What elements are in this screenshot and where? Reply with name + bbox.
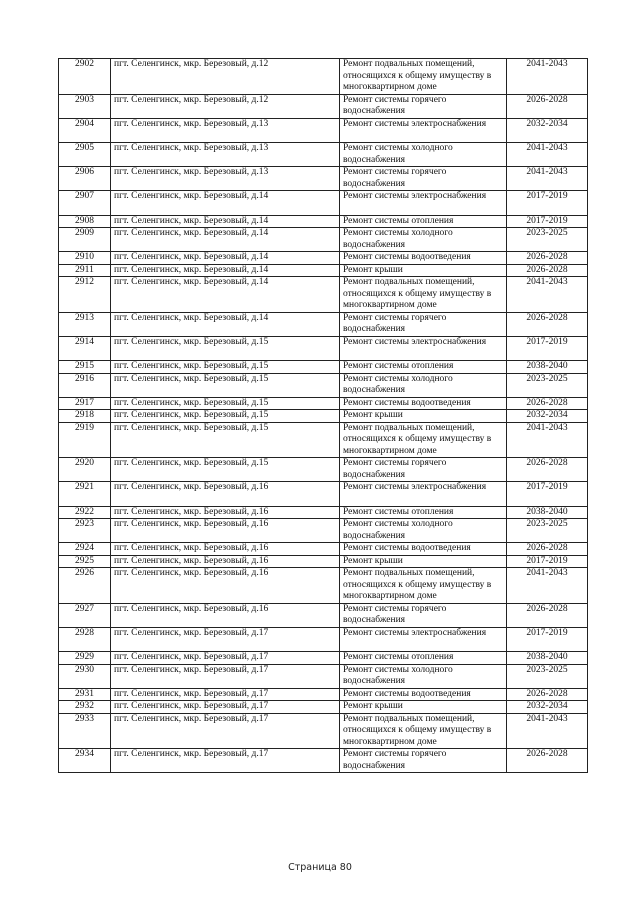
period-cell: 2026-2028	[507, 312, 588, 336]
table-row	[59, 361, 588, 374]
table-row	[59, 228, 588, 252]
work-type-cell: Ремонт системы электроснабжения	[340, 118, 507, 143]
address-cell: пгт. Селенгинск, мкр. Березовый, д.16	[111, 506, 340, 519]
table-row	[59, 191, 588, 216]
row-number-cell: 2922	[59, 506, 111, 519]
address-cell: пгт. Селенгинск, мкр. Березовый, д.14	[111, 191, 340, 216]
address-cell: пгт. Селенгинск, мкр. Березовый, д.14	[111, 252, 340, 265]
period-cell: 2038-2040	[507, 506, 588, 519]
table-row	[59, 336, 588, 361]
address-cell: пгт. Селенгинск, мкр. Березовый, д.14	[111, 312, 340, 336]
work-type-cell: Ремонт системы электроснабжения	[340, 191, 507, 216]
row-number-cell: 2928	[59, 627, 111, 652]
period-cell: 2017-2019	[507, 627, 588, 652]
address-cell: пгт. Селенгинск, мкр. Березовый, д.15	[111, 361, 340, 374]
row-number-cell: 2918	[59, 410, 111, 423]
address-cell: пгт. Селенгинск, мкр. Березовый, д.16	[111, 603, 340, 627]
row-number-cell: 2916	[59, 373, 111, 397]
work-type-cell: Ремонт системы электроснабжения	[340, 336, 507, 361]
work-type-cell: Ремонт крыши	[340, 701, 507, 714]
period-cell: 2041-2043	[507, 143, 588, 167]
address-cell: пгт. Селенгинск, мкр. Березовый, д.14	[111, 277, 340, 313]
table-row	[59, 713, 588, 749]
work-type-cell: Ремонт системы горячего водоснабжения	[340, 167, 507, 191]
period-cell: 2026-2028	[507, 252, 588, 265]
table-row	[59, 701, 588, 714]
table-row	[59, 167, 588, 191]
row-number-cell: 2926	[59, 568, 111, 604]
row-number-cell: 2914	[59, 336, 111, 361]
work-type-cell: Ремонт системы холодного водоснабжения	[340, 373, 507, 397]
address-cell: пгт. Селенгинск, мкр. Березовый, д.17	[111, 627, 340, 652]
table-row	[59, 627, 588, 652]
period-cell: 2041-2043	[507, 713, 588, 749]
period-cell: 2023-2025	[507, 373, 588, 397]
row-number-cell: 2929	[59, 652, 111, 665]
work-type-cell: Ремонт системы горячего водоснабжения	[340, 749, 507, 773]
address-cell: пгт. Селенгинск, мкр. Березовый, д.16	[111, 568, 340, 604]
table-row	[59, 252, 588, 265]
table-row	[59, 603, 588, 627]
work-type-cell: Ремонт системы водоотведения	[340, 688, 507, 701]
work-type-cell: Ремонт системы холодного водоснабжения	[340, 664, 507, 688]
row-number-cell: 2912	[59, 277, 111, 313]
row-number-cell: 2903	[59, 94, 111, 118]
address-cell: пгт. Селенгинск, мкр. Березовый, д.14	[111, 228, 340, 252]
table-row	[59, 59, 588, 95]
table-row	[59, 568, 588, 604]
row-number-cell: 2905	[59, 143, 111, 167]
repair-schedule-table	[58, 58, 588, 773]
row-number-cell: 2917	[59, 397, 111, 410]
address-cell: пгт. Селенгинск, мкр. Березовый, д.15	[111, 336, 340, 361]
work-type-cell: Ремонт системы горячего водоснабжения	[340, 94, 507, 118]
row-number-cell: 2913	[59, 312, 111, 336]
table-row	[59, 506, 588, 519]
period-cell: 2023-2025	[507, 228, 588, 252]
period-cell: 2023-2025	[507, 519, 588, 543]
row-number-cell: 2924	[59, 543, 111, 556]
period-cell: 2041-2043	[507, 59, 588, 95]
period-cell: 2026-2028	[507, 543, 588, 556]
row-number-cell: 2927	[59, 603, 111, 627]
row-number-cell: 2920	[59, 458, 111, 482]
address-cell: пгт. Селенгинск, мкр. Березовый, д.17	[111, 652, 340, 665]
period-cell: 2017-2019	[507, 555, 588, 568]
period-cell: 2026-2028	[507, 688, 588, 701]
table-row	[59, 482, 588, 507]
period-cell: 2041-2043	[507, 568, 588, 604]
row-number-cell: 2925	[59, 555, 111, 568]
work-type-cell: Ремонт системы горячего водоснабжения	[340, 458, 507, 482]
work-type-cell: Ремонт системы электроснабжения	[340, 482, 507, 507]
table-row	[59, 664, 588, 688]
table-row	[59, 397, 588, 410]
work-type-cell: Ремонт системы холодного водоснабжения	[340, 519, 507, 543]
table-row	[59, 215, 588, 228]
period-cell: 2026-2028	[507, 458, 588, 482]
period-cell: 2017-2019	[507, 336, 588, 361]
period-cell: 2032-2034	[507, 410, 588, 423]
table-row	[59, 422, 588, 458]
address-cell: пгт. Селенгинск, мкр. Березовый, д.17	[111, 688, 340, 701]
table-row	[59, 458, 588, 482]
row-number-cell: 2909	[59, 228, 111, 252]
work-type-cell: Ремонт системы отопления	[340, 361, 507, 374]
address-cell: пгт. Селенгинск, мкр. Березовый, д.14	[111, 264, 340, 277]
table-row	[59, 555, 588, 568]
period-cell: 2026-2028	[507, 397, 588, 410]
work-type-cell: Ремонт системы отопления	[340, 652, 507, 665]
row-number-cell: 2923	[59, 519, 111, 543]
work-type-cell: Ремонт системы отопления	[340, 215, 507, 228]
row-number-cell: 2919	[59, 422, 111, 458]
period-cell: 2026-2028	[507, 749, 588, 773]
address-cell: пгт. Селенгинск, мкр. Березовый, д.16	[111, 543, 340, 556]
table-row	[59, 264, 588, 277]
table-body	[59, 59, 588, 773]
row-number-cell: 2910	[59, 252, 111, 265]
table-row	[59, 543, 588, 556]
row-number-cell: 2915	[59, 361, 111, 374]
table-row	[59, 652, 588, 665]
work-type-cell: Ремонт системы электроснабжения	[340, 627, 507, 652]
period-cell: 2026-2028	[507, 603, 588, 627]
table-row	[59, 277, 588, 313]
work-type-cell: Ремонт системы водоотведения	[340, 252, 507, 265]
period-cell: 2038-2040	[507, 361, 588, 374]
address-cell: пгт. Селенгинск, мкр. Березовый, д.15	[111, 458, 340, 482]
address-cell: пгт. Селенгинск, мкр. Березовый, д.12	[111, 59, 340, 95]
row-number-cell: 2907	[59, 191, 111, 216]
work-type-cell: Ремонт подвальных помещений, относящихся к общему имуществу в многоквартирном доме	[340, 277, 507, 313]
address-cell: пгт. Селенгинск, мкр. Березовый, д.17	[111, 701, 340, 714]
row-number-cell: 2906	[59, 167, 111, 191]
table-row	[59, 373, 588, 397]
period-cell: 2023-2025	[507, 664, 588, 688]
row-number-cell: 2930	[59, 664, 111, 688]
work-type-cell: Ремонт подвальных помещений, относящихся к общему имуществу в многоквартирном доме	[340, 568, 507, 604]
period-cell: 2038-2040	[507, 652, 588, 665]
period-cell: 2032-2034	[507, 701, 588, 714]
work-type-cell: Ремонт системы холодного водоснабжения	[340, 143, 507, 167]
work-type-cell: Ремонт крыши	[340, 410, 507, 423]
page-number: Страница 80	[288, 862, 352, 873]
table-row	[59, 410, 588, 423]
row-number-cell: 2902	[59, 59, 111, 95]
row-number-cell: 2931	[59, 688, 111, 701]
row-number-cell: 2933	[59, 713, 111, 749]
address-cell: пгт. Селенгинск, мкр. Березовый, д.13	[111, 118, 340, 143]
period-cell: 2032-2034	[507, 118, 588, 143]
table-row	[59, 118, 588, 143]
period-cell: 2041-2043	[507, 277, 588, 313]
address-cell: пгт. Селенгинск, мкр. Березовый, д.15	[111, 373, 340, 397]
period-cell: 2026-2028	[507, 264, 588, 277]
table-row	[59, 749, 588, 773]
address-cell: пгт. Селенгинск, мкр. Березовый, д.16	[111, 519, 340, 543]
address-cell: пгт. Селенгинск, мкр. Березовый, д.17	[111, 749, 340, 773]
address-cell: пгт. Селенгинск, мкр. Березовый, д.13	[111, 143, 340, 167]
period-cell: 2017-2019	[507, 215, 588, 228]
period-cell: 2026-2028	[507, 94, 588, 118]
address-cell: пгт. Селенгинск, мкр. Березовый, д.15	[111, 422, 340, 458]
work-type-cell: Ремонт системы горячего водоснабжения	[340, 603, 507, 627]
table-row	[59, 94, 588, 118]
address-cell: пгт. Селенгинск, мкр. Березовый, д.13	[111, 167, 340, 191]
row-number-cell: 2911	[59, 264, 111, 277]
address-cell: пгт. Селенгинск, мкр. Березовый, д.17	[111, 664, 340, 688]
period-cell: 2041-2043	[507, 422, 588, 458]
period-cell: 2041-2043	[507, 167, 588, 191]
period-cell: 2017-2019	[507, 191, 588, 216]
work-type-cell: Ремонт крыши	[340, 555, 507, 568]
work-type-cell: Ремонт подвальных помещений, относящихся к общему имуществу в многоквартирном доме	[340, 422, 507, 458]
table-row	[59, 312, 588, 336]
work-type-cell: Ремонт системы водоотведения	[340, 543, 507, 556]
work-type-cell: Ремонт крыши	[340, 264, 507, 277]
work-type-cell: Ремонт подвальных помещений, относящихся к общему имуществу в многоквартирном доме	[340, 713, 507, 749]
address-cell: пгт. Селенгинск, мкр. Березовый, д.15	[111, 410, 340, 423]
table-row	[59, 519, 588, 543]
work-type-cell: Ремонт системы водоотведения	[340, 397, 507, 410]
address-cell: пгт. Селенгинск, мкр. Березовый, д.12	[111, 94, 340, 118]
table-row	[59, 688, 588, 701]
address-cell: пгт. Селенгинск, мкр. Березовый, д.14	[111, 215, 340, 228]
row-number-cell: 2908	[59, 215, 111, 228]
row-number-cell: 2921	[59, 482, 111, 507]
work-type-cell: Ремонт подвальных помещений, относящихся к общему имуществу в многоквартирном доме	[340, 59, 507, 95]
row-number-cell: 2934	[59, 749, 111, 773]
table-row	[59, 143, 588, 167]
address-cell: пгт. Селенгинск, мкр. Березовый, д.15	[111, 397, 340, 410]
period-cell: 2017-2019	[507, 482, 588, 507]
address-cell: пгт. Селенгинск, мкр. Березовый, д.16	[111, 555, 340, 568]
address-cell: пгт. Селенгинск, мкр. Березовый, д.16	[111, 482, 340, 507]
row-number-cell: 2932	[59, 701, 111, 714]
work-type-cell: Ремонт системы горячего водоснабжения	[340, 312, 507, 336]
work-type-cell: Ремонт системы холодного водоснабжения	[340, 228, 507, 252]
row-number-cell: 2904	[59, 118, 111, 143]
work-type-cell: Ремонт системы отопления	[340, 506, 507, 519]
address-cell: пгт. Селенгинск, мкр. Березовый, д.17	[111, 713, 340, 749]
